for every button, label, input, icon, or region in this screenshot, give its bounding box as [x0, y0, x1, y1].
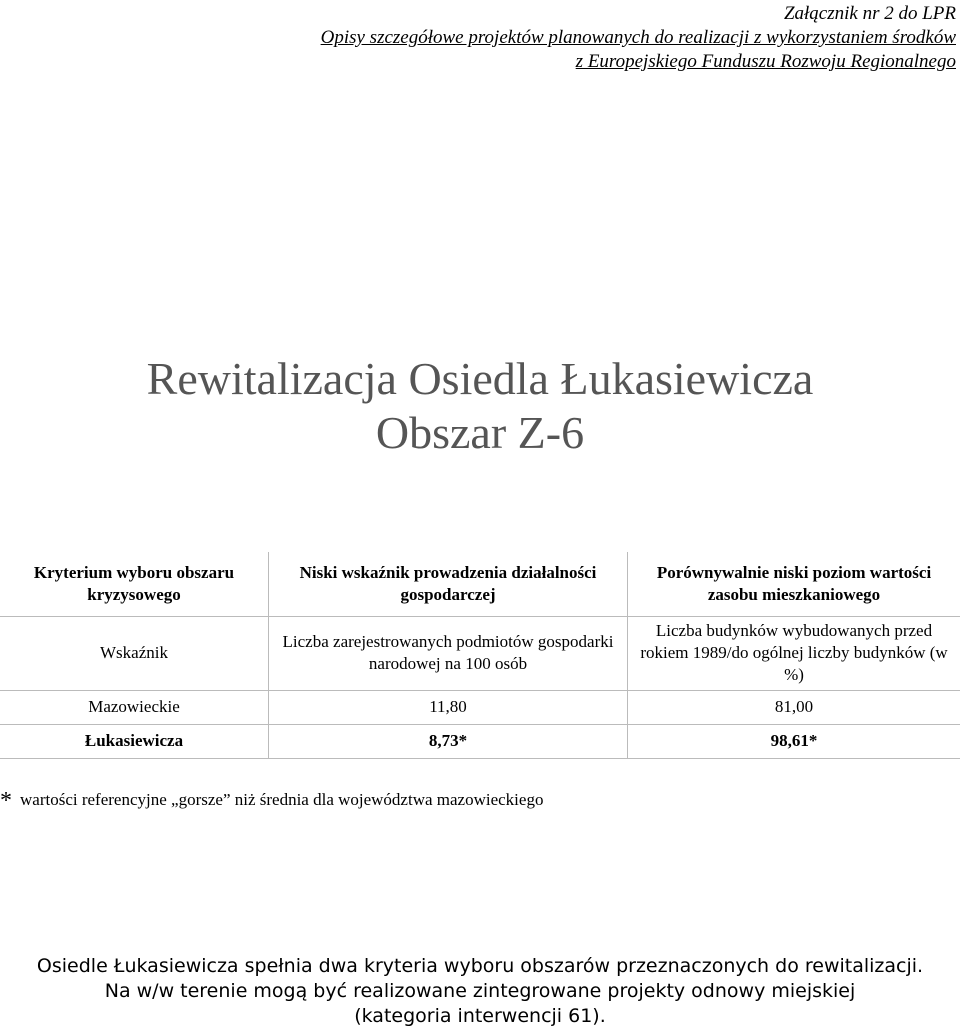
document-header — [321, 2, 956, 74]
indicator-1: Liczba zarejestrowanych podmiotów gospodarki narodowej na 100 osób — [269, 616, 628, 690]
indicator-row — [0, 616, 960, 690]
criteria-table — [0, 552, 960, 759]
table-row — [0, 724, 960, 758]
summary-line-2: Na w/w terenie mogą być realizowane zintegrowane projekty odnowy miejskiej — [104, 980, 856, 1002]
attachment-label: Załącznik nr 2 do LPR — [783, 3, 956, 24]
footnote — [0, 788, 543, 813]
criterion-2: Porównywalnie niski poziom wartości zasobu mieszkaniowego — [628, 552, 960, 616]
value-1: 8,73* — [269, 724, 628, 758]
region-name: Mazowieckie — [0, 690, 269, 724]
region-name: Łukasiewicza — [0, 724, 269, 758]
table-row — [0, 690, 960, 724]
summary — [0, 954, 960, 1029]
footnote-marker: * — [0, 788, 12, 814]
value-2: 81,00 — [628, 690, 960, 724]
criterion-label: Kryterium wyboru obszaru kryzysowego — [0, 552, 269, 616]
title-line-1: Rewitalizacja Osiedla Łukasiewicza — [146, 353, 814, 404]
title-line-2: Obszar Z-6 — [375, 407, 585, 458]
indicator-label: Wskaźnik — [0, 616, 269, 690]
value-1: 11,80 — [269, 690, 628, 724]
criterion-1: Niski wskaźnik prowadzenia działalności gospodarczej — [269, 552, 628, 616]
value-2: 98,61* — [628, 724, 960, 758]
summary-line-3: (kategoria interwencji 61). — [354, 1005, 606, 1027]
criterion-row — [0, 552, 960, 616]
page-title — [0, 352, 960, 460]
summary-line-1: Osiedle Łukasiewicza spełnia dwa kryteria wyboru obszarów przeznaczonych do rewitalizacji. — [36, 955, 924, 977]
header-line-2: z Europejskiego Funduszu Rozwoju Regionalnego — [575, 51, 956, 72]
header-line-1: Opisy szczegółowe projektów planowanych do realizacji z wykorzystaniem środków — [320, 27, 956, 48]
indicator-2: Liczba budynków wybudowanych przed rokiem 1989/do ogólnej liczby budynków (w %) — [628, 616, 960, 690]
footnote-text: wartości referencyjne „gorsze” niż średnia dla województwa mazowieckiego — [20, 790, 544, 809]
